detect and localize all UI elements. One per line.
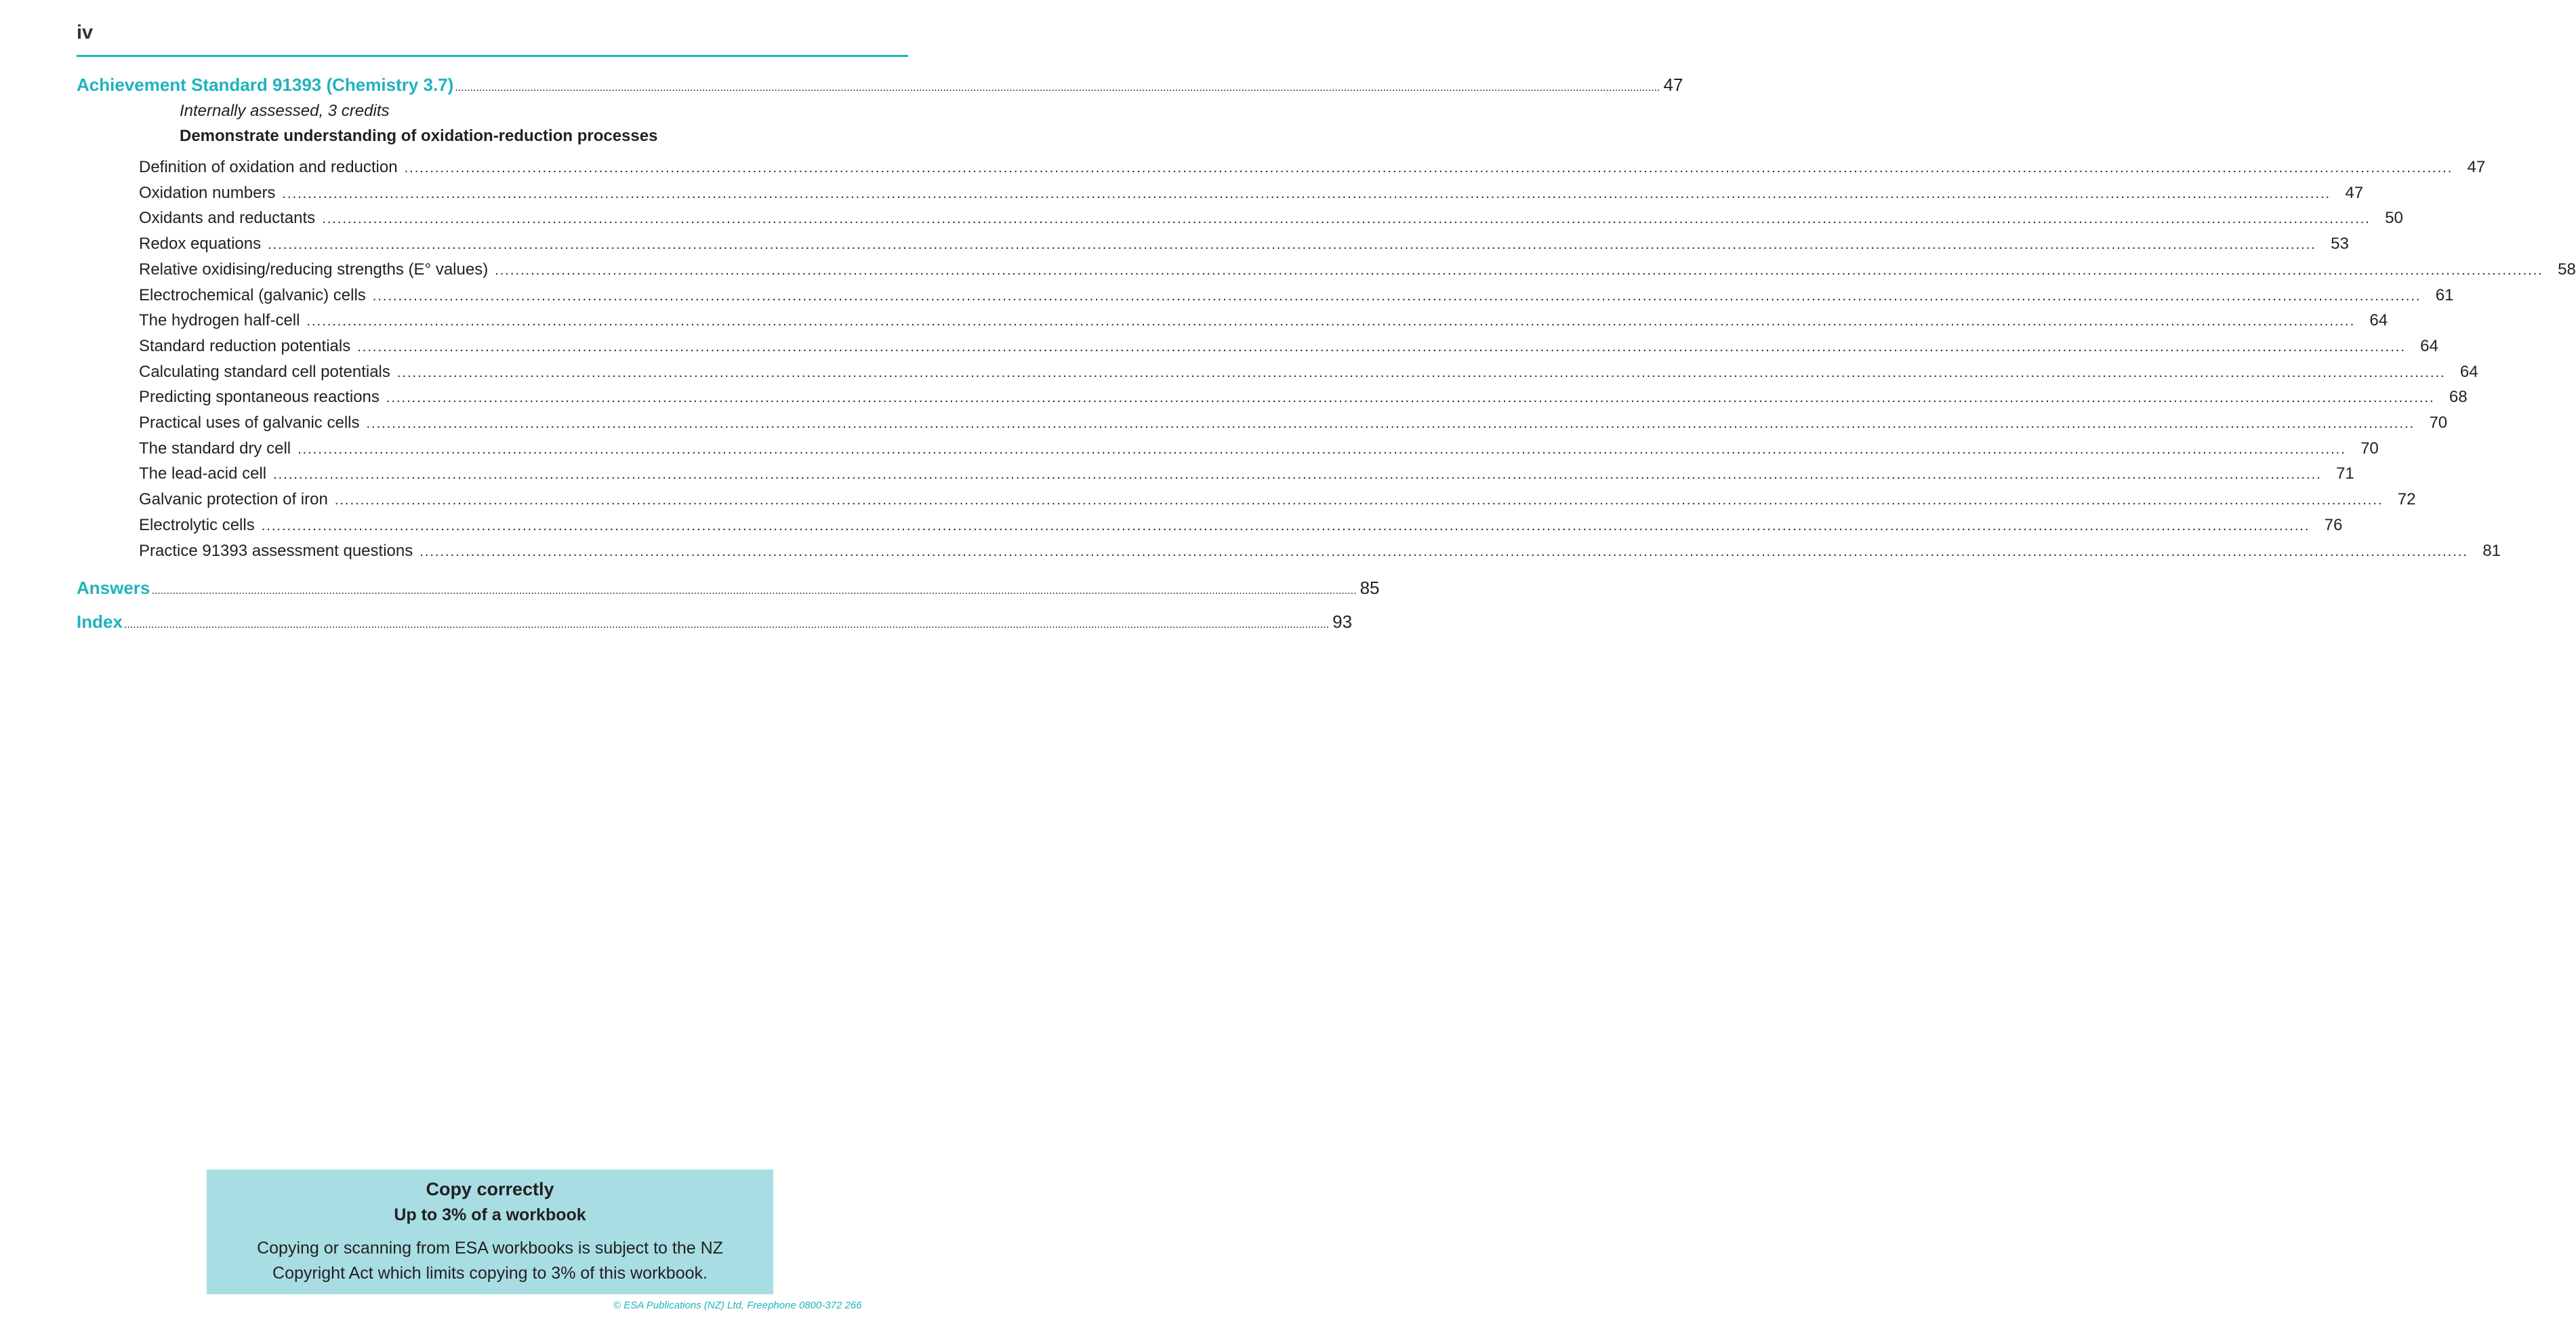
toc-entry-page: 47 bbox=[2345, 184, 2364, 202]
dot-leader: ................................................................................................................................................................................................................................................................................................................................................................................................................ bbox=[298, 442, 2346, 457]
toc-entry[interactable] bbox=[139, 184, 2364, 203]
toc-entry-title: Relative oxidising/reducing strengths (E° values) bbox=[139, 260, 489, 279]
toc-entry[interactable] bbox=[139, 286, 2454, 305]
answers-page: 85 bbox=[1359, 578, 1380, 598]
dot-leader: ................................................................................................................................................................................................................................................................................................................................................................................................................ bbox=[396, 365, 2446, 380]
toc-entry-page: 47 bbox=[2467, 158, 2486, 176]
toc-entry[interactable] bbox=[139, 311, 2388, 330]
notice-subtitle: Up to 3% of a workbook bbox=[394, 1205, 586, 1224]
toc-entry-title: Electrochemical (galvanic) cells bbox=[139, 286, 366, 304]
dot-leader: ................................................................................................................................................................................................................................................................................................................................................................................................................ bbox=[268, 237, 2316, 252]
toc-entry-page: 71 bbox=[2336, 464, 2354, 483]
dot-leader: ................................................................................................................................................................................................................................................................................................................................................................................................................ bbox=[282, 186, 2331, 201]
dot-leader: ................................................................................................................................................................................................................................................................................................................................................................................................................ bbox=[306, 314, 2356, 329]
dot-leader: ................................................................................................................................................................................................................................................................................................................................................................................................................ bbox=[273, 467, 2322, 482]
toc-entry-title: Galvanic protection of iron bbox=[139, 490, 328, 508]
toc-entry-page: 64 bbox=[2420, 337, 2438, 355]
toc-entry[interactable] bbox=[139, 490, 2416, 509]
toc-entry-page: 53 bbox=[2331, 235, 2349, 253]
dot-leader: ................................................................................................................................................................................................................................................................................................................................................................................................................ bbox=[495, 263, 2543, 278]
toc-entry-page: 72 bbox=[2397, 490, 2416, 508]
toc-entry[interactable] bbox=[139, 209, 2403, 228]
toc-entry-page: 58 bbox=[2558, 260, 2576, 279]
notice-title: Copy correctly bbox=[426, 1179, 554, 1199]
index-page: 93 bbox=[1332, 612, 1353, 632]
toc-entry-title: Standard reduction potentials bbox=[139, 337, 351, 355]
toc-entry[interactable] bbox=[139, 542, 2501, 561]
index-title: Index bbox=[77, 612, 123, 632]
toc-entry-title: Oxidation numbers bbox=[139, 184, 276, 202]
toc-index-row[interactable] bbox=[77, 612, 1353, 633]
toc-entry[interactable] bbox=[139, 337, 2438, 356]
dot-leader: ................................................................................................................................................................................................................................................................................................................................................................................................................ bbox=[420, 544, 2468, 559]
toc-entry-title: The lead-acid cell bbox=[139, 464, 267, 483]
toc-standard-row[interactable] bbox=[77, 75, 1683, 96]
dot-leader: ................................................................................................................................................................................................................................................................................................................................................................................................................ bbox=[334, 493, 2384, 508]
footer-copyright: © ESA Publications (NZ) Ltd, Freephone 0800-372 266 bbox=[613, 1300, 862, 1311]
dot-leader: ................................................................................................................................................................................................................................................................................................................................................................................................................ bbox=[357, 340, 2406, 355]
toc-entry[interactable] bbox=[139, 158, 2486, 177]
toc-entry[interactable] bbox=[139, 363, 2478, 382]
toc-entry-page: 64 bbox=[2369, 311, 2388, 329]
header-rule bbox=[77, 55, 908, 57]
dot-leader: ................................................................................................................................................................................................................................................................................................................................................................................................................ bbox=[261, 519, 2310, 534]
toc-entry-page: 68 bbox=[2449, 388, 2468, 406]
dot-leader: ................................................................................................................................................................................................................................................................................................................................................................................................................ bbox=[404, 161, 2453, 176]
toc-entry-title: Electrolytic cells bbox=[139, 516, 255, 534]
toc-entry-title: The hydrogen half-cell bbox=[139, 311, 300, 329]
toc-entry-page: 64 bbox=[2459, 363, 2478, 381]
copyright-notice bbox=[207, 1169, 773, 1294]
toc-entry[interactable] bbox=[139, 414, 2448, 433]
toc-entry-page: 70 bbox=[2360, 439, 2379, 458]
toc-entry-title: Practical uses of galvanic cells bbox=[139, 414, 360, 432]
toc-entry-title: Predicting spontaneous reactions bbox=[139, 388, 380, 406]
toc-entry-page: 50 bbox=[2385, 209, 2403, 227]
dot-leader: ................................................................................................................................................................................................................................................................................................................................................................................................................ bbox=[322, 212, 2371, 226]
dot-leader: ................................................................................................................................................................................................................................................................................................................................................................................................................ bbox=[366, 416, 2415, 431]
toc-entry[interactable] bbox=[139, 260, 2576, 279]
dot-leader: ................................................................................................................................................................................................................................................................................................................................................................................................................ bbox=[455, 82, 1660, 94]
toc-entry-title: Definition of oxidation and reduction bbox=[139, 158, 398, 176]
toc-entry[interactable] bbox=[139, 464, 2354, 483]
toc-entry-title: Redox equations bbox=[139, 235, 262, 253]
toc-answers-row[interactable] bbox=[77, 578, 1380, 599]
toc-entry-page: 70 bbox=[2429, 414, 2448, 432]
page-number: iv bbox=[77, 22, 94, 43]
toc-entry[interactable] bbox=[139, 388, 2468, 407]
toc-entry-title: The standard dry cell bbox=[139, 439, 291, 458]
toc-entry-page: 61 bbox=[2435, 286, 2454, 304]
toc-entry[interactable] bbox=[139, 235, 2349, 254]
notice-body: Copying or scanning from ESA workbooks is subject to the NZ Copyright Act which limits copying to 3% of this workbook. bbox=[257, 1239, 723, 1283]
dot-leader: ................................................................................................................................................................................................................................................................................................................................................................................................................ bbox=[386, 391, 2435, 405]
answers-title: Answers bbox=[77, 578, 150, 598]
toc-entry-title: Practice 91393 assessment questions bbox=[139, 542, 413, 560]
standard-description: Demonstrate understanding of oxidation-reduction processes bbox=[180, 127, 658, 145]
dot-leader: ................................................................................................................................................................................................................................................................................................................................................................................................................ bbox=[151, 585, 1357, 597]
toc-entry[interactable] bbox=[139, 439, 2379, 458]
toc-entry-title: Oxidants and reductants bbox=[139, 209, 316, 227]
dot-leader: ................................................................................................................................................................................................................................................................................................................................................................................................................ bbox=[123, 619, 1330, 631]
standard-title: Achievement Standard 91393 (Chemistry 3.7) bbox=[77, 75, 454, 95]
dot-leader: ................................................................................................................................................................................................................................................................................................................................................................................................................ bbox=[372, 289, 2421, 304]
toc-entry[interactable] bbox=[139, 516, 2343, 535]
standard-page: 47 bbox=[1663, 75, 1683, 95]
toc-entry-title: Calculating standard cell potentials bbox=[139, 363, 390, 381]
assessment-note: Internally assessed, 3 credits bbox=[180, 102, 390, 120]
toc-entry-page: 81 bbox=[2482, 542, 2501, 560]
toc-entry-page: 76 bbox=[2324, 516, 2343, 534]
